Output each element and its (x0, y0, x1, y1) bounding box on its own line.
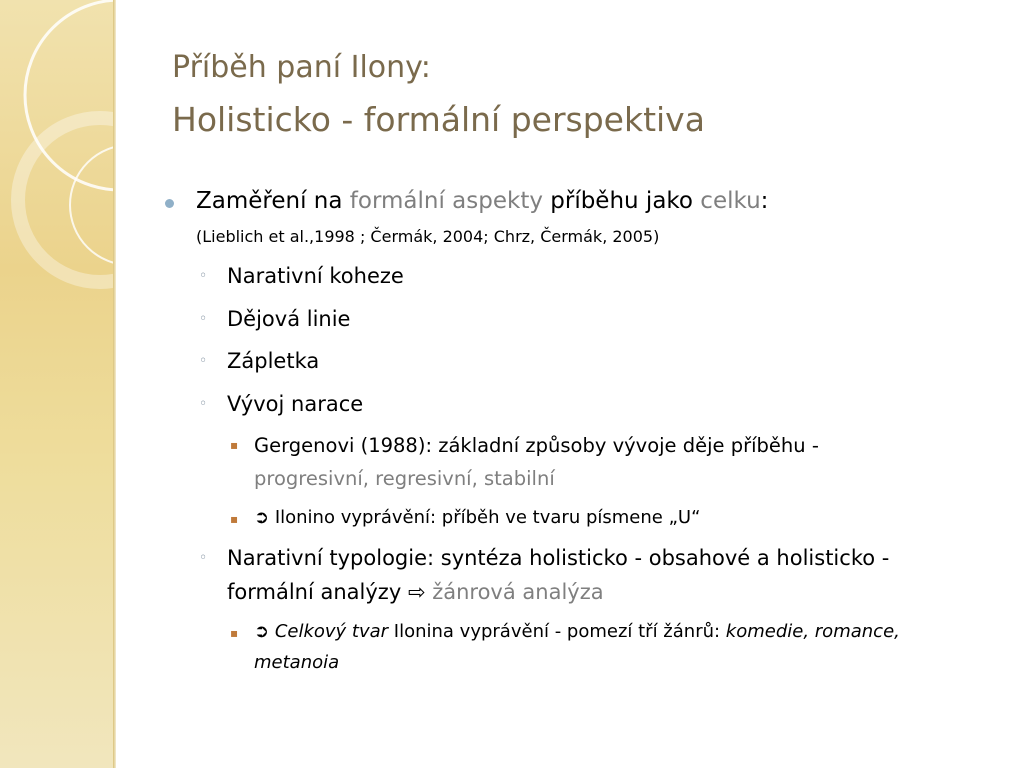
main-bullet (196, 188, 768, 214)
decorative-sidebar (0, 0, 113, 768)
slide-title-line1: Příběh paní Ilony: (172, 50, 431, 85)
gergen-line1: Gergenovi (1988): základní způsoby vývoje děje příběhu - (254, 434, 819, 457)
accent-whole: celku (700, 188, 761, 214)
sub-item-coherence: Narativní koheze (227, 264, 404, 288)
typology-line1: Narativní typologie: syntéza holisticko - obsahové a holisticko - (227, 546, 890, 570)
ilona-text: Ilonino vyprávění: příběh ve tvaru písmene „U“ (269, 507, 701, 528)
main-text-middle: příběhu jako (542, 188, 701, 214)
typology-text: formální analýzy (227, 580, 408, 604)
typology-line2 (227, 580, 604, 604)
celkovy-text: Ilonina vyprávění - pomezí tří žánrů: (388, 621, 726, 642)
gergen-line2: progresivní, regresivní, stabilní (254, 467, 555, 490)
arrow-icon: ➲ (254, 507, 270, 528)
accent-formal-aspects: formální aspekty (349, 188, 543, 214)
circle-bullet-icon: ◦ (199, 396, 208, 412)
metanoia-italic: metanoia (254, 652, 340, 673)
sub-item-plot: Zápletka (227, 349, 320, 373)
small-bullet-icon: ▪ (230, 626, 239, 640)
sub-item-plot-line: Dějová linie (227, 307, 351, 331)
main-text-after: : (760, 188, 769, 214)
circle-bullet-icon: ◦ (199, 353, 208, 369)
sub-item-narration: Vývoj narace (227, 392, 364, 416)
slide-title-line2: Holisticko - formální perspektiva (172, 100, 705, 139)
celkovy-line1 (254, 621, 900, 642)
accent-genre-analysis: žánrová analýza (425, 580, 604, 604)
bullet-dot-icon (165, 199, 174, 208)
hollow-arrow-icon: ⇨ (407, 580, 426, 604)
arrow-icon: ➲ (254, 621, 270, 642)
sidebar-edge (113, 0, 116, 768)
citation: (Lieblich et al.,1998 ; Čermák, 2004; Chrz, Čermák, 2005) (196, 227, 660, 246)
genres-italic: komedie, romance, (725, 621, 900, 642)
circle-bullet-icon: ◦ (199, 268, 208, 284)
small-bullet-icon: ▪ (230, 512, 239, 526)
celkovy-italic: Celkový tvar (269, 621, 389, 642)
main-text-before: Zaměření na (196, 188, 350, 214)
decorative-circles (0, 0, 113, 768)
circle-bullet-icon: ◦ (199, 311, 208, 327)
ilona-line (254, 507, 700, 528)
small-bullet-icon: ▪ (230, 438, 239, 452)
circle-bullet-icon: ◦ (199, 550, 208, 566)
celkovy-line2 (254, 652, 339, 673)
